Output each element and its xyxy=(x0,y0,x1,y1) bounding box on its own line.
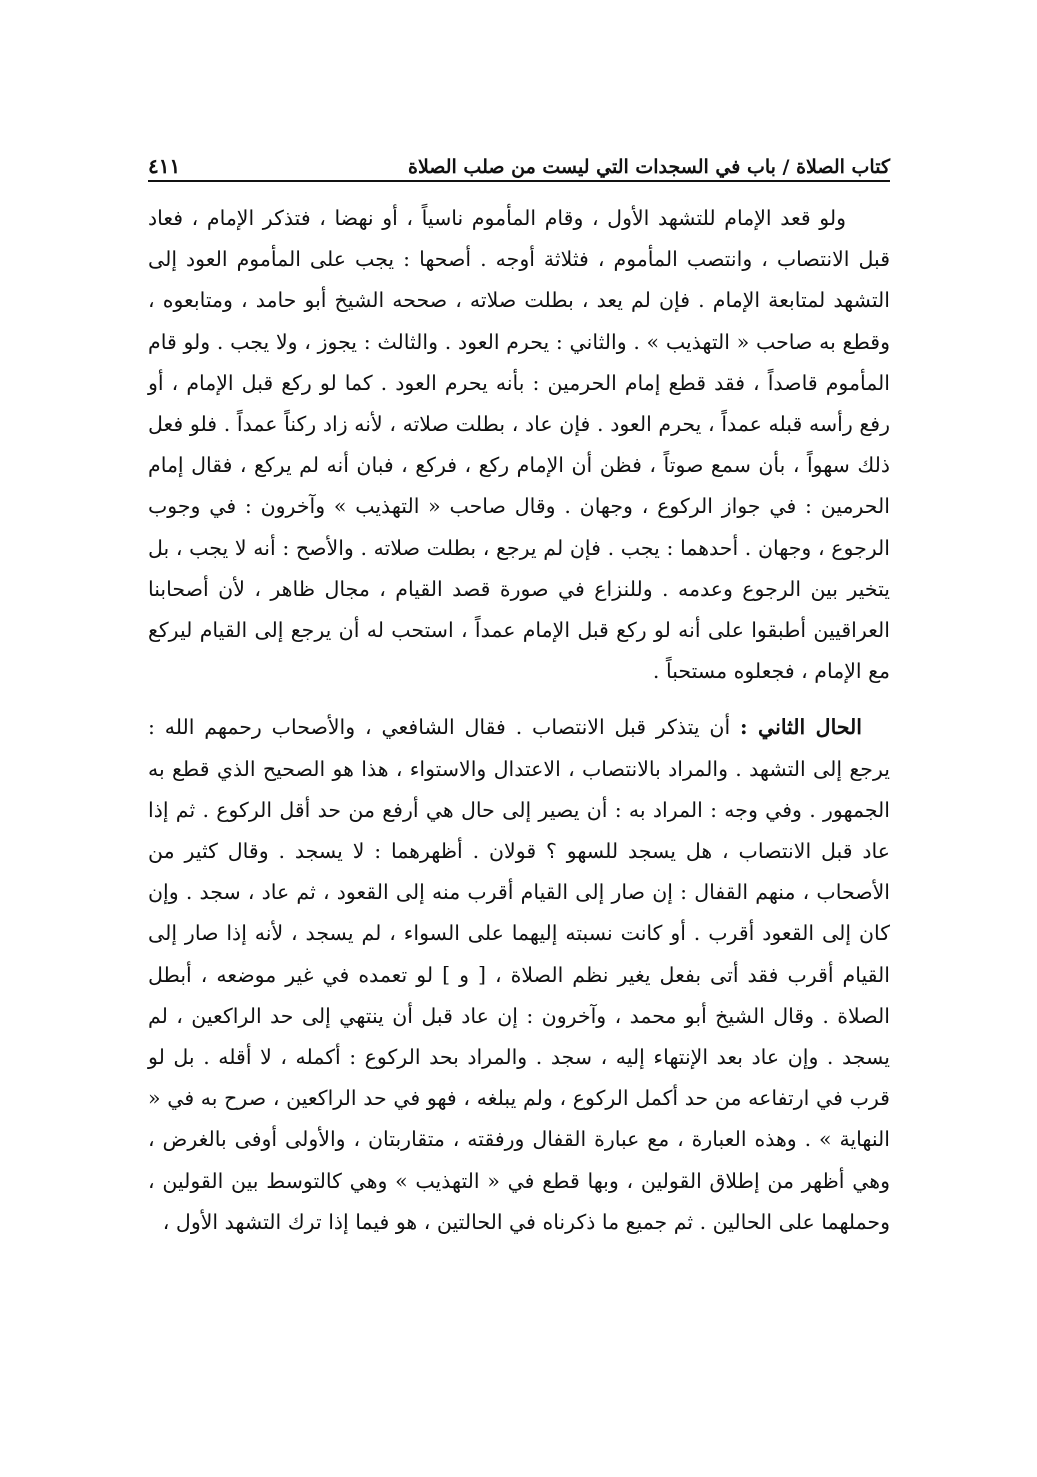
paragraph-1-text: ولو قعد الإمام للتشهد الأول ، وقام المأموم ناسياً ، أو نهضا ، فتذكر الإمام ، فعاد قبل الانتصاب ، وانتصب المأموم ، فثلاثة أوجه . أصحها : يجب على المأموم العود إلى التشهد لمتابعة الإمام . فإن لم يعد ، بطلت صلاته ، صححه الشيخ أبو حامد ، ومتابعوه ، وقطع به صاحب « التهذيب » . والثاني : يحرم العود . والثالث : يجوز ، ولا يجب . ولو قام المأموم قاصداً ، فقد قطع إمام الحرمين : بأنه يحرم العود . كما لو ركع قبل الإمام ، أو رفع رأسه قبله عمداً ، يحرم العود . فإن عاد ، بطلت صلاته ، لأنه زاد ركناً عمداً . فلو فعل ذلك سهواً ، بأن سمع صوتاً ، فظن أن الإمام ركع ، فركع ، فبان أنه لم يركع ، فقال إمام الحرمين : في جواز الركوع ، وجهان . وقال صاحب « التهذيب » وآخرون : في وجوب الرجوع ، وجهان . أحدهما : يجب . فإن لم يرجع ، بطلت صلاته . والأصح : أنه لا يجب ، بل يتخير بين الرجوع وعدمه . وللنزاع في صورة قصد القيام ، مجال ظاهر ، لأن أصحابنا العراقيين أطبقوا على أنه لو ركع قبل الإمام عمداً ، استحب له أن يرجع إلى القيام ليركع مع الإمام ، فجعلوه مستحباً . xyxy=(148,206,890,684)
header-rule xyxy=(148,180,890,182)
paragraph-2-text: أن يتذكر قبل الانتصاب . فقال الشافعي ، والأصحاب رحمهم الله : يرجع إلى التشهد . والمراد بالانتصاب ، الاعتدال والاستواء ، هذا هو الصحيح الذي قطع به الجمهور . وفي وجه : المراد به : أن يصير إلى حال هي أرفع من حد أقل الركوع . ثم إذا عاد قبل الانتصاب ، هل يسجد للسهو ؟ قولان . أظهرهما : لا يسجد . وقال كثير من الأصحاب ، منهم القفال : إن صار إلى القيام أقرب منه إلى القعود ، ثم عاد ، سجد . وإن كان إلى القعود أقرب . أو كانت نسبته إليهما على السواء ، لم يسجد ، لأنه إذا صار إلى القيام أقرب فقد أتى بفعل يغير نظم الصلاة ، [ و ] لو تعمده في غير موضعه ، أبطل الصلاة . وقال الشيخ أبو محمد ، وآخرون : إن عاد قبل أن ينتهي إلى حد الراكعين ، لم يسجد . وإن عاد بعد الإنتهاء إليه ، سجد . والمراد بحد الركوع : أكمله ، لا أقله . بل لو قرب في ارتفاعه من حد أكمل الركوع ، ولم يبلغه ، فهو في حد الراكعين ، صرح به في « النهاية » . وهذه العبارة ، مع عبارة القفال ورفقته ، متقاربتان ، والأولى أوفى بالغرض ، وهي أظهر من إطلاق القولين ، وبها قطع في « التهذيب » وهي كالتوسط بين القولين ، وحملهما على الحالين . ثم جميع ما ذكرناه في الحالتين ، هو فيما إذا ترك التشهد الأول ، xyxy=(148,715,890,1234)
page-number: ٤١١ xyxy=(148,154,181,178)
paragraph-2 xyxy=(148,707,890,1243)
page-body xyxy=(148,198,890,1243)
running-header xyxy=(148,140,890,178)
paragraph-1 xyxy=(148,198,890,692)
chapter-title: كتاب الصلاة / باب في السجدات التي ليست من صلب الصلاة xyxy=(407,156,890,178)
paragraph-2-heading: الحال الثاني : xyxy=(740,715,862,740)
